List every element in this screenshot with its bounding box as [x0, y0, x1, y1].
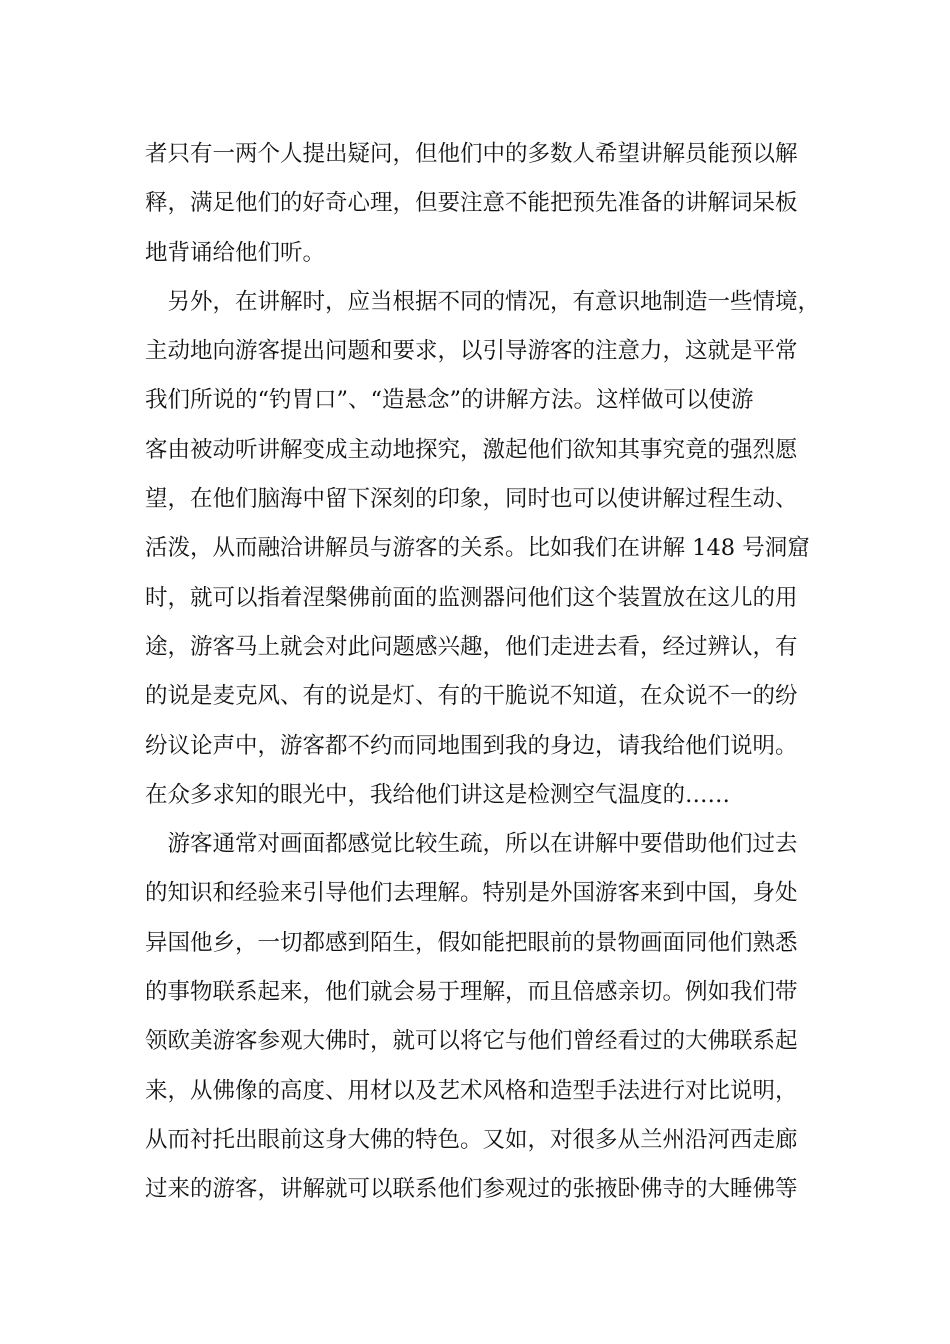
text-line-1: 者只有一两个人提出疑问，但他们中的多数人希望讲解员能预以解 — [145, 141, 798, 167]
text-line-12: 的说是麦克风、有的说是灯、有的干脆说不知道，在众说不一的纷 — [145, 683, 798, 710]
text-line-18: 的事物联系起来，他们就会易于理解，而且倍感亲切。例如我们带 — [145, 979, 798, 1006]
text-line-13: 纷议论声中，游客都不约而同地围到我的身边，请我给他们说明。 — [145, 732, 798, 759]
text-line-20: 来，从佛像的高度、用材以及艺术风格和造型手法进行对比说明， — [145, 1077, 798, 1104]
text-line-7: 客由被动听讲解变成主动地探究，激起他们欲知其事究竟的强烈愿 — [145, 436, 798, 463]
text-line-21: 从而衬托出眼前这身大佛的特色。又如，对很多从兰州沿河西走廊 — [145, 1126, 798, 1153]
text-line-11: 途，游客马上就会对此问题感兴趣，他们走进去看，经过辨认，有 — [145, 633, 798, 660]
text-line-6: 我们所说的“钓胃口”、“造悬念”的讲解方法。这样做可以使游 — [145, 387, 754, 414]
text-line-3: 地背诵给他们听。 — [145, 239, 326, 266]
text-line-17: 异国他乡，一切都感到陌生，假如能把眼前的景物画面同他们熟悉 — [145, 929, 798, 956]
text-line-15: 游客通常对画面都感觉比较生疏，所以在讲解中要借助他们过去 — [145, 831, 798, 858]
text-line-5: 主动地向游客提出问题和要求，以引导游客的注意力，这就是平常 — [145, 338, 798, 365]
text-line-16: 的知识和经验来引导他们去理解。特别是外国游客来到中国，身处 — [145, 880, 798, 907]
text-line-14: 在众多求知的眼光中，我给他们讲这是检测空气温度的…… — [145, 781, 731, 808]
text-line-9: 活泼，从而融洽讲解员与游客的关系。比如我们在讲解 148 号洞窟 — [145, 535, 810, 562]
text-line-19: 领欧美游客参观大佛时，就可以将它与他们曾经看过的大佛联系起 — [145, 1028, 798, 1055]
text-line-4: 另外，在讲解时，应当根据不同的情况，有意识地制造一些情境， — [145, 288, 821, 315]
text-line-22: 过来的游客，讲解就可以联系他们参观过的张掖卧佛寺的大睡佛等 — [145, 1176, 798, 1203]
text-line-8: 望，在他们脑海中留下深刻的印象，同时也可以使讲解过程生动、 — [145, 486, 798, 513]
text-line-2: 释，满足他们的好奇心理，但要注意不能把预先准备的讲解词呆板 — [145, 190, 798, 217]
body-text — [145, 130, 835, 1215]
text-line-10: 时，就可以指着涅槃佛前面的监测器问他们这个装置放在这儿的用 — [145, 584, 798, 611]
